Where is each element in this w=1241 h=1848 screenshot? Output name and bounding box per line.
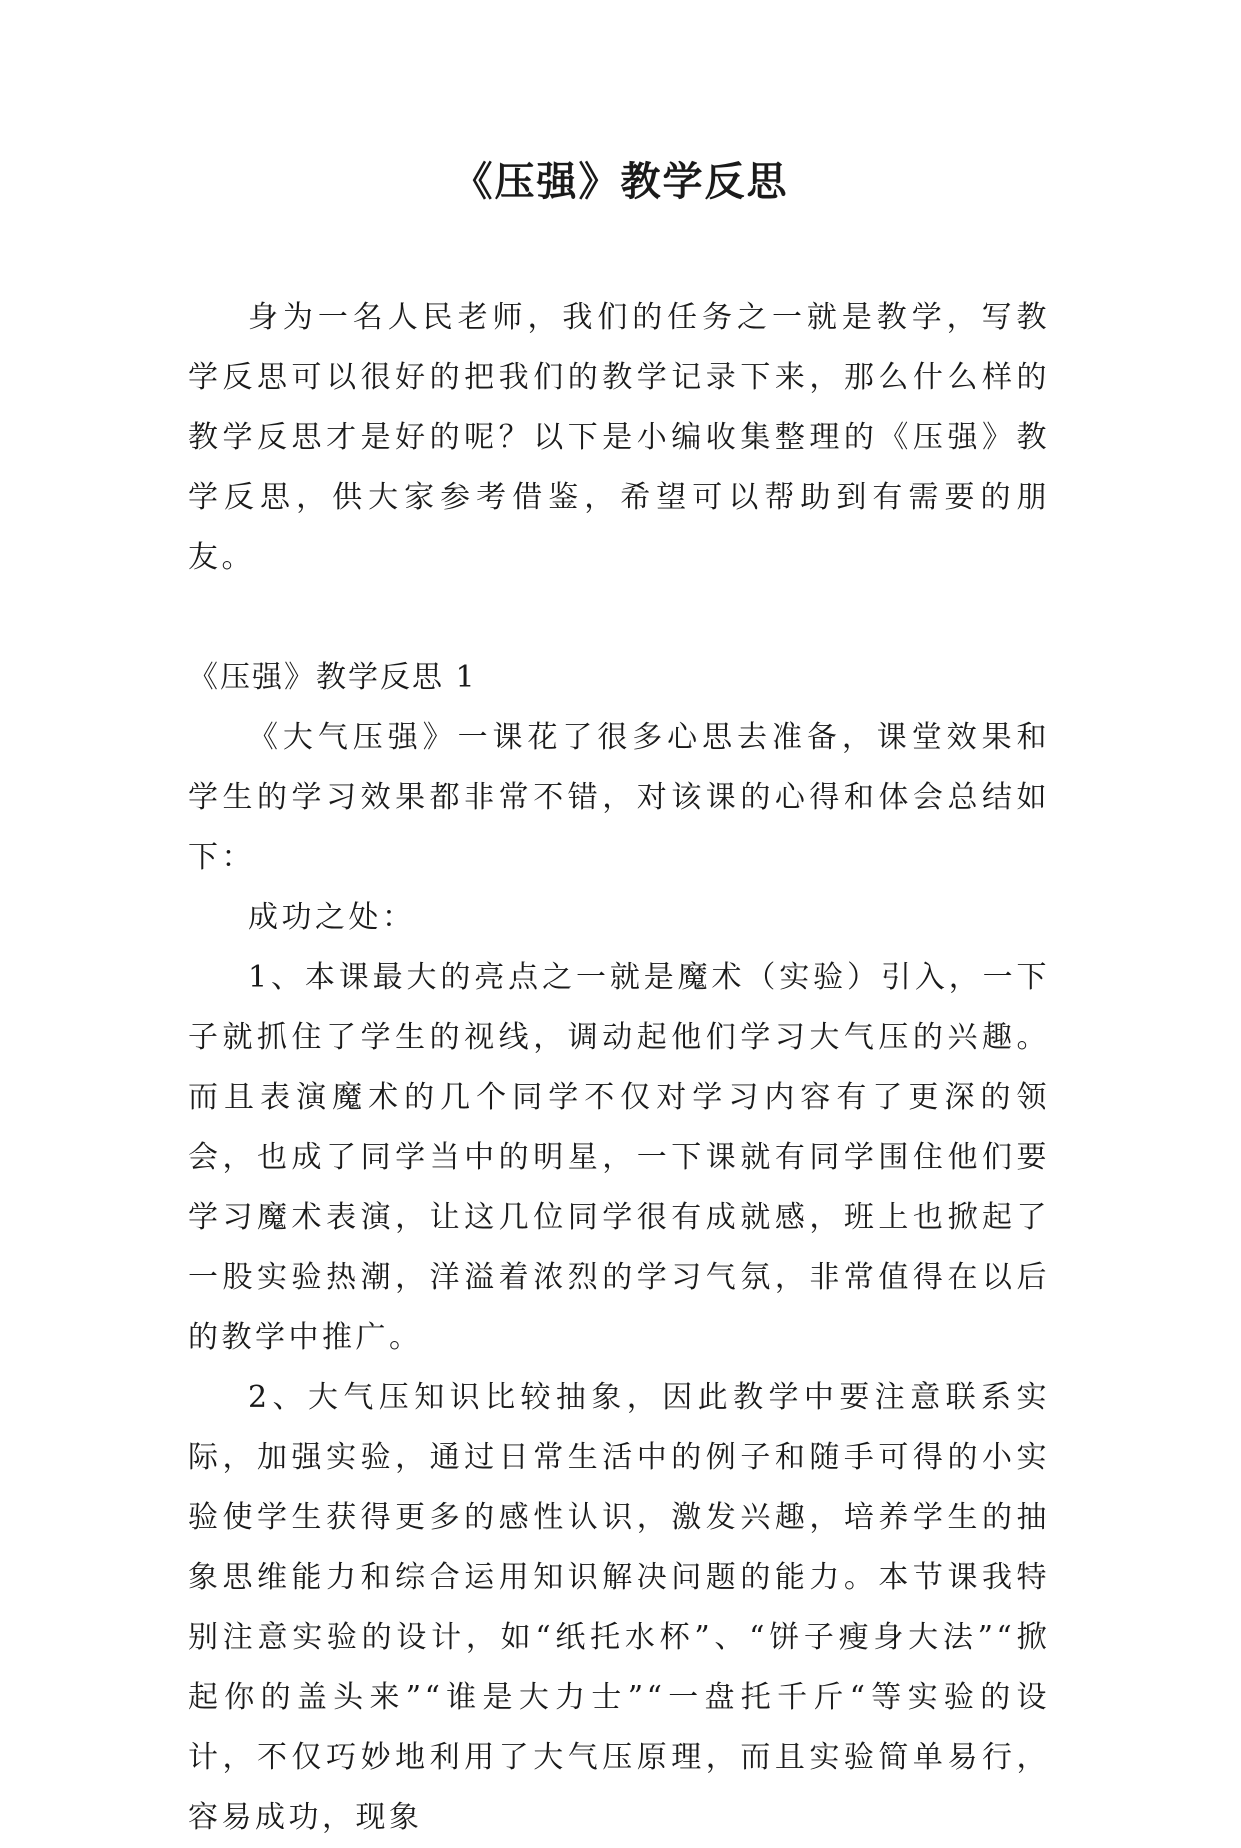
body-paragraph: 成功之处： (248, 900, 416, 935)
section-heading: 《压强》教学反思 1 (188, 660, 477, 695)
body-paragraph: 《大气压强》一课花了很多心思去准备，课堂效果和学生的学习效果都非常不错，对该课的心得和体会总结如下： (188, 720, 1050, 875)
intro-paragraph: 身为一名人民老师，我们的任务之一就是教学，写教学反思可以很好的把我们的教学记录下来，那么什么样的教学反思才是好的呢？以下是小编收集整理的《压强》教学反思，供大家参考借鉴，希望可以帮助到有需要的朋友。 (188, 300, 1050, 575)
body-paragraph: 2、大气压知识比较抽象，因此教学中要注意联系实际，加强实验，通过日常生活中的例子和随手可得的小实验使学生获得更多的感性认识，激发兴趣，培养学生的抽象思维能力和综合运用知识解决问题的能力。本节课我特别注意实验的设计，如“纸托水杯”、“饼子瘦身大法”“掀起你的盖头来”“谁是大力士”“一盘托千斤“等实验的设计，不仅巧妙地利用了大气压原理，而且实验简单易行，容易成功，现象 (188, 1380, 1050, 1835)
body-paragraph: 1、本课最大的亮点之一就是魔术（实验）引入，一下子就抓住了学生的视线，调动起他们学习大气压的兴趣。而且表演魔术的几个同学不仅对学习内容有了更深的领会，也成了同学当中的明星，一下课就有同学围住他们要学习魔术表演，让这几位同学很有成就感，班上也掀起了一股实验热潮，洋溢着浓烈的学习气氛，非常值得在以后的教学中推广。 (188, 960, 1050, 1355)
paragraph-spacer (188, 588, 1050, 648)
document-body (188, 288, 1050, 1848)
document-title: 《压强》教学反思 (452, 158, 789, 205)
